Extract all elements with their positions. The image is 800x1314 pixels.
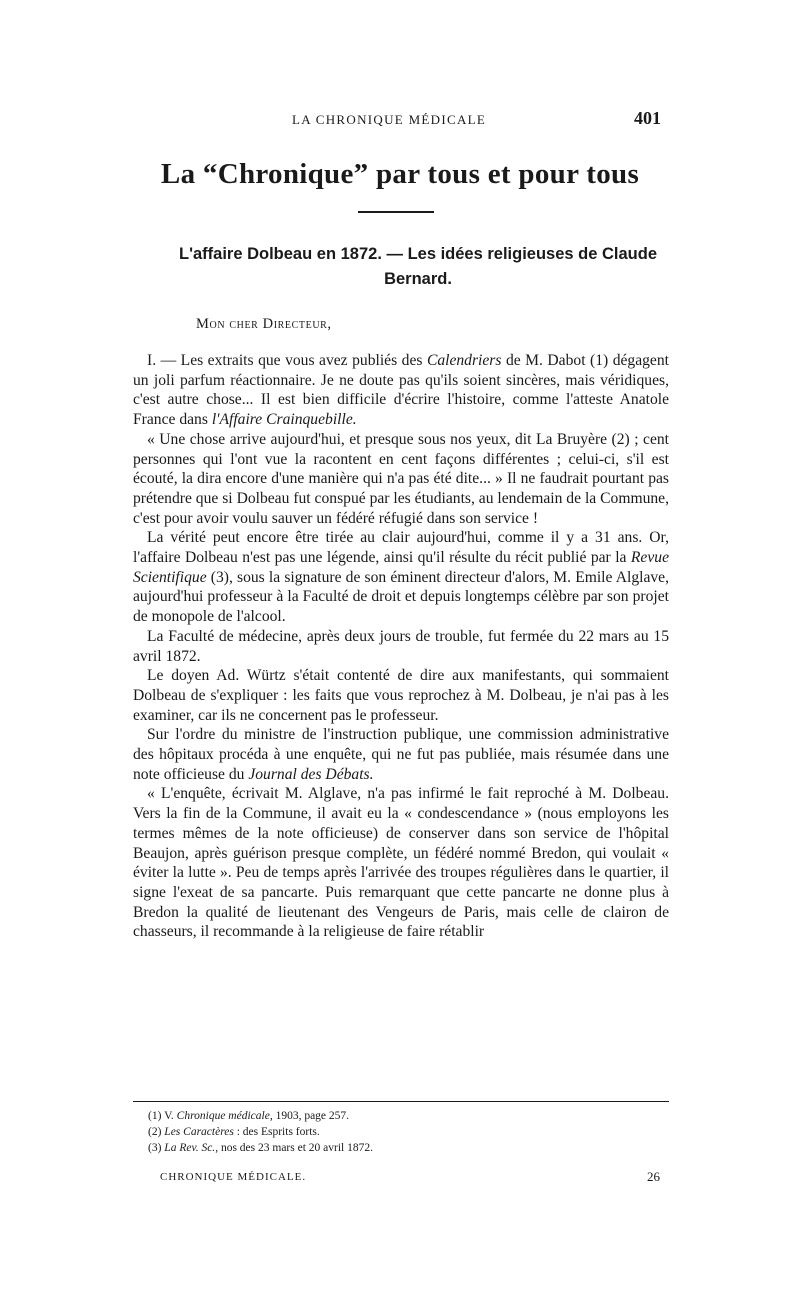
paragraph-5: Le doyen Ad. Würtz s'était contenté de dire aux manifestants, qui sommaient Dolbeau de s'expliquer : les faits que vous reprochez à M. Dolbeau, je n'ai pas à les examiner, car ils ne concernent pas le professeur. [133,667,669,724]
paragraph-3 [133,528,669,627]
paragraph-3-text-a: La vérité peut encore être tirée au clair aujourd'hui, comme il y a 31 ans. Or, l'affaire Dolbeau n'est pas une légende, ainsi qu'il résulte du récit publié par la [133,529,669,567]
printer-signature: CHRONIQUE MÉDICALE. [160,1171,307,1183]
paragraph-4: La Faculté de médecine, après deux jours de trouble, fut fermée du 22 mars au 15 avril 1872. [133,627,669,665]
paragraph-2: « Une chose arrive aujourd'hui, et presque sous nos yeux, dit La Bruyère (2) ; cent personnes qui l'ont vue la racontent en cent façons différentes ; celui-ci, s'il est écouté, la dira encore d'une manière qui n'a pas été dite... » Il ne faudrait pourtant pas prétendre que si Dolbeau fut conspué par les étudiants, au lendemain de la Commune, c'est pour avoir voulu sauver un fédéré réfugié dans son service ! [133,430,669,527]
footnote-3-italic: La Rev. Sc. [164,1142,216,1154]
paragraph-1-italic-b: l'Affaire Crainquebille. [211,411,357,429]
paragraph-6 [133,725,669,784]
paragraph-1-text-b: de M. Dabot (1) dégagent un joli parfum réactionnaire. Je ne doute pas qu'ils soient sincères, mais véridiques, c'est autre chose... Il est bien difficile d'écrire l'histoire, comme l'atteste Anatole France dans [133,352,669,429]
paragraph-1-text-a: I. — Les extraits que vous avez publiés des [147,352,427,369]
paragraph-3-italic: Revue Scientifique [133,549,669,586]
footnote-3-rest: , nos des 23 mars et 20 avril 1872. [215,1142,373,1154]
footnote-1 [148,1108,668,1124]
paragraph-3-text-b: (3), sous la signature de son éminent directeur d'alors, M. Emile Alglave, aujourd'hui professeur à la Faculté de droit et depuis longtemps célèbre par son projet de monopole de l'alcool. [133,568,669,626]
title-divider [358,211,434,213]
page-number: 401 [634,108,661,128]
footnote-3-mark: (3) [148,1142,165,1154]
running-head [0,108,800,132]
paragraph-7: « L'enquête, écrivait M. Alglave, n'a pas infirmé le fait reproché à M. Dolbeau. Vers la fin de la Commune, il avait eu la « condescendance » (nous employons les termes mêmes de la note officieuse) de conserver dans son service de l'hôpital Beaujon, après guérison presque complète, un fédéré nommé Bredon, qui voulait « éviter la lutte ». Peu de temps après l'arrivée des troupes régulières dans le quartier, il signe l'exeat de sa pancarte. Puis remarquant que cette pancarte ne donne plus à Bredon la qualité de lieutenant des Vengeurs de Paris, mais celle de clairon de chasseurs, il recommande à la religieuse de faire rétablir [133,785,669,941]
article-subheading: L'affaire Dolbeau en 1872. — Les idées religieuses de Claude Bernard. [178,245,658,288]
article-title: La “Chronique” par tous et pour tous [160,158,640,190]
footnote-3 [148,1140,668,1156]
footnote-2 [148,1124,668,1140]
footnote-2-rest: : des Esprits forts. [233,1126,320,1138]
footnotes [148,1108,668,1156]
paragraph-1-italic-a: Calendriers [426,352,502,369]
signature-number: 26 [647,1169,660,1184]
footnote-1-rest: , 1903, page 257. [269,1110,350,1122]
footnote-divider [133,1101,669,1102]
paragraph-1 [133,351,669,430]
salutation: Mon cher Directeur, [196,316,332,332]
running-head-title: LA CHRONIQUE MÉDICALE [292,112,487,127]
paragraph-6-text: Sur l'ordre du ministre de l'instruction publique, une commission administrative des hôpitaux procéda à une enquête, qui ne fut pas publiée, mais résumée dans une note officieuse du [133,726,669,783]
footnote-2-italic: Les Caractères [164,1126,234,1138]
footnote-1-italic: Chronique médicale [176,1110,270,1122]
article-body [133,351,669,942]
footnote-1-mark: (1) V. [148,1110,177,1122]
footnote-2-mark: (2) [148,1126,165,1138]
paragraph-6-italic: Journal des Débats. [248,765,374,783]
